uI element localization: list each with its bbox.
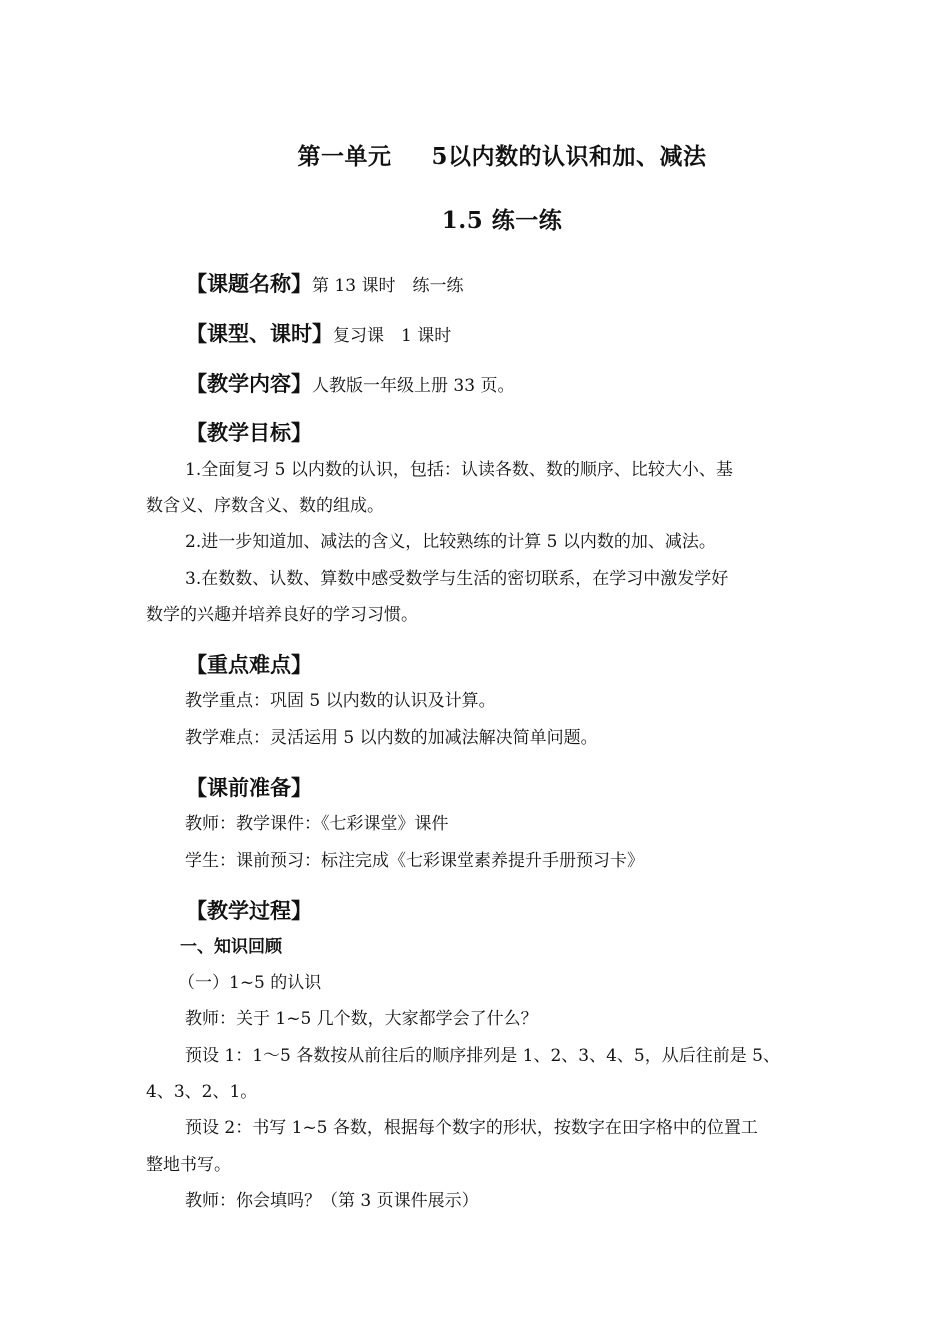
lesson-type-label: 【课型、课时】: [186, 321, 333, 346]
content-label: 【教学内容】: [186, 371, 312, 396]
process-subtitle: （一）1~5 的认识: [178, 973, 322, 993]
lesson-title: 1.5 练一练: [441, 207, 563, 234]
process-part-title: 一、知识回顾: [180, 937, 282, 957]
process-line: 4、3、2、1。: [146, 1082, 258, 1102]
lesson-name-label: 【课题名称】: [186, 271, 312, 296]
process-line: 教师：你会填吗？（第 3 页课件展示）: [185, 1191, 479, 1211]
lesson-type-row: [186, 318, 451, 348]
unit-label: 第一单元: [297, 143, 392, 170]
goal-line: 数含义、序数含义、数的组成。: [146, 496, 384, 516]
key-point-line: 教学难点：灵活运用 5 以内数的加减法解决简单问题。: [185, 728, 598, 748]
goal-line: 1.全面复习 5 以内数的认识，包括：认读各数、数的顺序、比较大小、基: [185, 460, 733, 480]
goal-line: 2.进一步知道加、减法的含义，比较熟练的计算 5 以内数的加、减法。: [185, 532, 716, 552]
process-line: 教师：关于 1~5 几个数，大家都学会了什么？: [185, 1009, 538, 1029]
prep-line: 教师：教学课件：《七彩课堂》课件: [185, 814, 449, 834]
lesson-name-row: [186, 268, 463, 298]
unit-topic: 5以内数的认识和加、减法: [431, 143, 707, 170]
process-line: 整地书写。: [146, 1155, 231, 1175]
process-heading: 【教学过程】: [186, 898, 312, 923]
prep-line: 学生：课前预习：标注完成《七彩课堂素养提升手册预习卡》: [185, 851, 644, 871]
goal-line: 数学的兴趣并培养良好的学习习惯。: [146, 605, 418, 625]
key-point-line: 教学重点：巩固 5 以内数的认识及计算。: [185, 691, 496, 711]
key-points-heading: 【重点难点】: [186, 652, 312, 677]
content-row: [186, 368, 514, 398]
lesson-type-value: 复习课 1 课时: [333, 326, 452, 346]
prep-heading: 【课前准备】: [186, 775, 312, 800]
lesson-name-value: 第 13 课时 练一练: [312, 276, 464, 296]
goal-line: 3.在数数、认数、算数中感受数学与生活的密切联系，在学习中激发学好: [185, 569, 729, 589]
content-value: 人教版一年级上册 33 页。: [312, 376, 515, 396]
goals-heading: 【教学目标】: [186, 420, 312, 445]
process-line: 预设 1：1～5 各数按从前往后的顺序排列是 1、2、3、4、5，从后往前是 5、: [185, 1046, 780, 1066]
unit-title: [0, 138, 950, 171]
process-line: 预设 2：书写 1~5 各数，根据每个数字的形状，按数字在田字格中的位置工: [185, 1118, 758, 1138]
